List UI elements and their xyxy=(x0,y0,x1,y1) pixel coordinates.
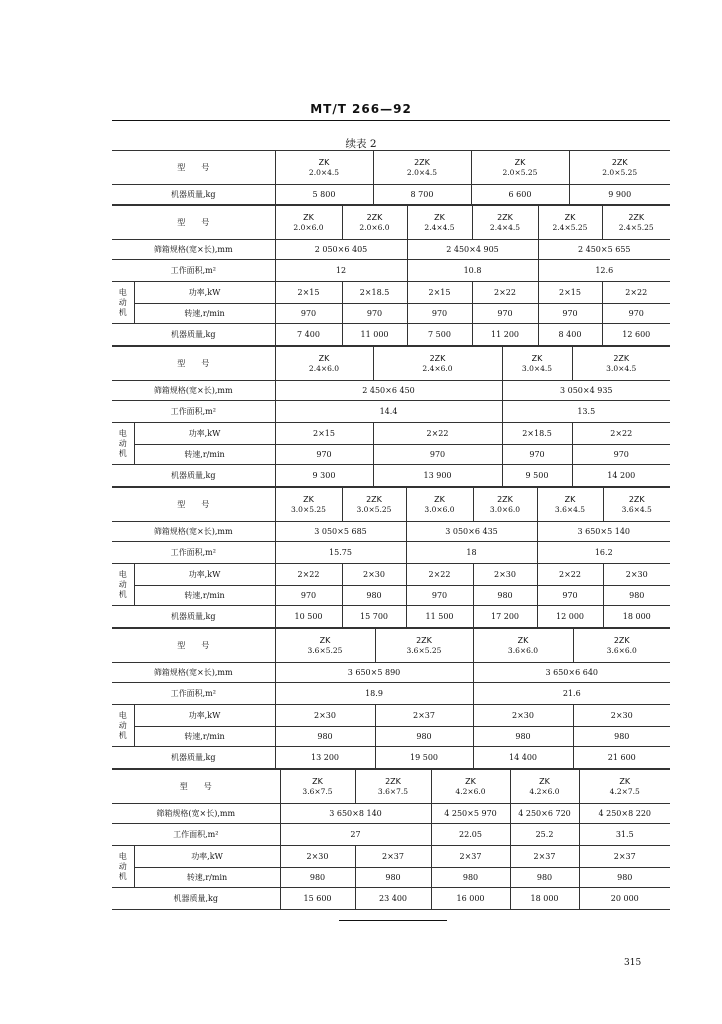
mass-value: 21 600 xyxy=(573,747,670,769)
model-row xyxy=(112,206,670,240)
model-name: ZK xyxy=(434,494,445,504)
model-size: 3.6×7.5 xyxy=(377,786,409,796)
model-cell xyxy=(275,206,342,240)
speed-value: 970 xyxy=(275,586,342,606)
model-size: 2.0×4.5 xyxy=(308,167,340,177)
speed-value: 980 xyxy=(473,586,537,606)
model-size: 2.4×6.0 xyxy=(308,363,340,373)
power-value: 2×30 xyxy=(275,705,375,727)
speed-value: 980 xyxy=(473,727,573,747)
power-row xyxy=(112,423,670,445)
speed-value: 980 xyxy=(573,727,670,747)
area-value: 25.2 xyxy=(510,824,579,846)
speed-label: 转速,r/min xyxy=(134,727,275,747)
model-cell xyxy=(431,770,510,804)
model-cell xyxy=(502,347,572,381)
area-value: 10.8 xyxy=(407,260,538,282)
power-value: 2×22 xyxy=(472,282,538,304)
power-value: 2×30 xyxy=(573,705,670,727)
speed-value: 970 xyxy=(275,304,342,324)
screen-value: 3 050×5 685 xyxy=(275,522,406,542)
screen-row xyxy=(112,240,670,260)
area-value: 18.9 xyxy=(275,683,473,705)
spec-section-5 xyxy=(112,628,670,769)
model-name: 2ZK xyxy=(429,353,446,363)
spec-section-3 xyxy=(112,346,670,487)
mass-value: 18 000 xyxy=(510,888,579,910)
speed-value: 970 xyxy=(472,304,538,324)
model-name: ZK xyxy=(619,776,631,786)
mass-value: 11 200 xyxy=(472,324,538,346)
power-value: 2×30 xyxy=(473,705,573,727)
model-cell xyxy=(473,629,573,663)
power-row xyxy=(112,282,670,304)
model-size: 2.4×5.25 xyxy=(618,222,654,232)
power-value: 2×22 xyxy=(572,423,670,445)
model-name: ZK xyxy=(319,635,331,645)
area-value: 27 xyxy=(280,824,431,846)
mass-value: 18 000 xyxy=(603,606,670,628)
mass-label: 机器质量,kg xyxy=(112,888,280,910)
mass-label: 机器质量,kg xyxy=(112,185,275,205)
mass-row xyxy=(112,888,670,910)
spec-section-1 xyxy=(112,150,670,205)
model-cell xyxy=(602,206,670,240)
speed-row xyxy=(112,445,670,465)
power-value: 2×15 xyxy=(275,423,373,445)
mass-value: 13 900 xyxy=(373,465,502,487)
mass-row xyxy=(112,185,670,205)
mass-label: 机器质量,kg xyxy=(112,747,275,769)
screen-label: 筛箱规格(宽×长),mm xyxy=(112,381,275,401)
page-number: 315 xyxy=(624,958,642,968)
mass-value: 6 600 xyxy=(471,185,569,205)
model-row xyxy=(112,347,670,381)
model-cell xyxy=(471,151,569,185)
model-cell xyxy=(472,206,538,240)
model-row xyxy=(112,488,670,522)
mass-value: 16 000 xyxy=(431,888,510,910)
model-size: 3.6×6.0 xyxy=(507,645,539,655)
motor-label: 电 动 机 xyxy=(112,564,134,606)
mass-value: 9 300 xyxy=(275,465,373,487)
speed-label: 转速,r/min xyxy=(134,868,280,888)
mass-value: 9 500 xyxy=(502,465,572,487)
power-row xyxy=(112,846,670,868)
model-size: 2.0×5.25 xyxy=(602,167,638,177)
model-row xyxy=(112,151,670,185)
area-row xyxy=(112,824,670,846)
power-value: 2×37 xyxy=(375,705,473,727)
speed-value: 970 xyxy=(502,445,572,465)
model-size: 4.2×6.0 xyxy=(529,786,560,796)
model-label: 型 号 xyxy=(112,151,275,185)
model-cell xyxy=(572,347,670,381)
model-size: 3.0×6.0 xyxy=(424,504,455,514)
model-cell xyxy=(573,629,670,663)
speed-row xyxy=(112,586,670,606)
area-value: 15.75 xyxy=(275,542,406,564)
area-row xyxy=(112,542,670,564)
speed-value: 980 xyxy=(375,727,473,747)
mass-value: 19 500 xyxy=(375,747,473,769)
screen-value: 3 050×6 435 xyxy=(406,522,537,542)
speed-label: 转速,r/min xyxy=(134,304,275,324)
model-name: ZK xyxy=(318,157,330,167)
model-label: 型 号 xyxy=(112,770,280,804)
area-row xyxy=(112,260,670,282)
screen-row xyxy=(112,381,670,401)
screen-label: 筛箱规格(宽×长),mm xyxy=(112,522,275,542)
model-row xyxy=(112,770,670,804)
model-size: 2.0×5.25 xyxy=(502,167,538,177)
mass-value: 5 800 xyxy=(275,185,373,205)
model-name: ZK xyxy=(514,157,526,167)
model-label: 型 号 xyxy=(112,629,275,663)
model-cell xyxy=(373,151,471,185)
model-size: 2.0×6.0 xyxy=(359,222,390,232)
model-row xyxy=(112,629,670,663)
model-name: 2ZK xyxy=(611,157,628,167)
model-name: ZK xyxy=(531,353,543,363)
model-size: 2.4×4.5 xyxy=(424,222,455,232)
speed-value: 970 xyxy=(275,445,373,465)
power-value: 2×22 xyxy=(373,423,502,445)
model-name: ZK xyxy=(303,212,314,222)
model-cell xyxy=(510,770,579,804)
model-size: 4.2×6.0 xyxy=(455,786,486,796)
mass-row xyxy=(112,747,670,769)
mass-value: 11 000 xyxy=(342,324,407,346)
screen-value: 3 650×5 890 xyxy=(275,663,473,683)
speed-value: 980 xyxy=(510,868,579,888)
model-cell xyxy=(579,770,670,804)
mass-value: 14 400 xyxy=(473,747,573,769)
screen-value: 2 450×6 450 xyxy=(275,381,502,401)
power-value: 2×37 xyxy=(579,846,670,868)
mass-row xyxy=(112,324,670,346)
area-value: 31.5 xyxy=(579,824,670,846)
model-name: ZK xyxy=(564,212,576,222)
screen-value: 4 250×6 720 xyxy=(510,804,579,824)
mass-value: 12 000 xyxy=(537,606,603,628)
screen-value: 3 050×4 935 xyxy=(502,381,670,401)
model-label: 型 号 xyxy=(112,206,275,240)
speed-value: 970 xyxy=(407,304,472,324)
model-cell xyxy=(275,629,375,663)
model-size: 4.2×7.5 xyxy=(609,786,640,796)
model-size: 3.6×5.25 xyxy=(307,645,343,655)
model-cell xyxy=(407,206,472,240)
model-name: ZK xyxy=(465,776,476,786)
mass-value: 23 400 xyxy=(355,888,431,910)
model-name: ZK xyxy=(517,635,529,645)
spec-section-6 xyxy=(112,769,670,910)
screen-value: 4 250×8 220 xyxy=(579,804,670,824)
power-value: 2×37 xyxy=(510,846,579,868)
speed-value: 980 xyxy=(355,868,431,888)
power-value: 2×18.5 xyxy=(502,423,572,445)
area-value: 12.6 xyxy=(538,260,670,282)
power-row xyxy=(112,564,670,586)
power-value: 2×15 xyxy=(275,282,342,304)
model-name: ZK xyxy=(539,776,550,786)
speed-value: 970 xyxy=(406,586,473,606)
model-size: 2.0×6.0 xyxy=(293,222,324,232)
mass-value: 15 700 xyxy=(342,606,406,628)
model-cell xyxy=(537,488,603,522)
model-name: ZK xyxy=(564,494,576,504)
power-row xyxy=(112,705,670,727)
motor-label: 电 动 机 xyxy=(112,282,134,324)
power-value: 2×15 xyxy=(538,282,602,304)
screen-label: 筛箱规格(宽×长),mm xyxy=(112,663,275,683)
power-label: 功率,kW xyxy=(134,846,280,868)
model-name: 2ZK xyxy=(613,353,630,363)
model-name: 2ZK xyxy=(414,157,430,167)
model-name: 2ZK xyxy=(385,776,401,786)
model-name: 2ZK xyxy=(366,494,382,504)
power-value: 2×37 xyxy=(431,846,510,868)
speed-value: 970 xyxy=(373,445,502,465)
model-name: ZK xyxy=(303,494,314,504)
power-value: 2×15 xyxy=(407,282,472,304)
footer-rule xyxy=(339,920,447,921)
power-value: 2×30 xyxy=(342,564,406,586)
model-size: 2.4×6.0 xyxy=(422,363,453,373)
area-label: 工作面积,m² xyxy=(112,542,275,564)
model-name: 2ZK xyxy=(497,212,513,222)
table-caption: 续表 2 xyxy=(345,138,377,150)
standard-header: MT/T 266—92 xyxy=(310,102,412,116)
screen-value: 4 250×5 970 xyxy=(431,804,510,824)
mass-value: 10 500 xyxy=(275,606,342,628)
model-label: 型 号 xyxy=(112,347,275,381)
area-row xyxy=(112,401,670,423)
model-size: 3.0×4.5 xyxy=(606,363,637,373)
speed-value: 970 xyxy=(537,586,603,606)
model-cell xyxy=(355,770,431,804)
model-cell xyxy=(373,347,502,381)
speed-value: 980 xyxy=(603,586,670,606)
model-label: 型 号 xyxy=(112,488,275,522)
mass-value: 15 600 xyxy=(280,888,355,910)
model-size: 3.0×6.0 xyxy=(489,504,521,514)
model-name: 2ZK xyxy=(416,635,432,645)
screen-label: 筛箱规格(宽×长),mm xyxy=(112,804,280,824)
power-value: 2×22 xyxy=(537,564,603,586)
speed-value: 970 xyxy=(538,304,602,324)
area-value: 13.5 xyxy=(502,401,670,423)
power-value: 2×30 xyxy=(280,846,355,868)
model-name: 2ZK xyxy=(497,494,513,504)
model-cell xyxy=(280,770,355,804)
area-label: 工作面积,m² xyxy=(112,683,275,705)
speed-value: 980 xyxy=(579,868,670,888)
power-label: 功率,kW xyxy=(134,423,275,445)
speed-row xyxy=(112,727,670,747)
model-size: 2.0×4.5 xyxy=(406,167,438,177)
speed-value: 970 xyxy=(572,445,670,465)
area-row xyxy=(112,683,670,705)
model-cell xyxy=(406,488,473,522)
model-size: 3.0×4.5 xyxy=(521,363,553,373)
model-name: 2ZK xyxy=(366,212,383,222)
mass-value: 11 500 xyxy=(406,606,473,628)
screen-value: 3 650×8 140 xyxy=(280,804,431,824)
screen-value: 3 650×5 140 xyxy=(537,522,670,542)
area-value: 21.6 xyxy=(473,683,670,705)
power-value: 2×18.5 xyxy=(342,282,407,304)
power-label: 功率,kW xyxy=(134,564,275,586)
mass-row xyxy=(112,606,670,628)
motor-label: 电 动 机 xyxy=(112,423,134,465)
power-value: 2×37 xyxy=(355,846,431,868)
speed-value: 980 xyxy=(280,868,355,888)
mass-label: 机器质量,kg xyxy=(112,465,275,487)
mass-value: 8 700 xyxy=(373,185,471,205)
mass-value: 8 400 xyxy=(538,324,602,346)
model-cell xyxy=(275,488,342,522)
area-value: 14.4 xyxy=(275,401,502,423)
mass-value: 20 000 xyxy=(579,888,670,910)
motor-label: 电 动 机 xyxy=(112,846,134,888)
mass-value: 7 500 xyxy=(407,324,472,346)
mass-label: 机器质量,kg xyxy=(112,606,275,628)
screen-value: 2 450×4 905 xyxy=(407,240,538,260)
model-name: ZK xyxy=(318,353,330,363)
area-value: 16.2 xyxy=(537,542,670,564)
area-value: 12 xyxy=(275,260,407,282)
model-size: 3.0×5.25 xyxy=(356,504,392,514)
model-size: 3.6×7.5 xyxy=(302,786,333,796)
screen-row xyxy=(112,663,670,683)
model-cell xyxy=(375,629,473,663)
header-rule xyxy=(112,120,670,121)
power-label: 功率,kW xyxy=(134,705,275,727)
model-size: 3.6×5.25 xyxy=(406,645,442,655)
area-value: 22.05 xyxy=(431,824,510,846)
area-label: 工作面积,m² xyxy=(112,401,275,423)
mass-value: 12 600 xyxy=(602,324,670,346)
power-value: 2×22 xyxy=(275,564,342,586)
power-label: 功率,kW xyxy=(134,282,275,304)
model-size: 3.6×4.5 xyxy=(621,504,652,514)
speed-value: 970 xyxy=(342,304,407,324)
mass-value: 17 200 xyxy=(473,606,537,628)
mass-row xyxy=(112,465,670,487)
model-cell xyxy=(603,488,670,522)
model-name: 2ZK xyxy=(628,494,645,504)
area-label: 工作面积,m² xyxy=(112,260,275,282)
screen-value: 2 050×6 405 xyxy=(275,240,407,260)
model-cell xyxy=(275,347,373,381)
power-value: 2×30 xyxy=(603,564,670,586)
model-size: 3.6×6.0 xyxy=(606,645,637,655)
model-cell xyxy=(538,206,602,240)
model-size: 3.6×4.5 xyxy=(554,504,586,514)
screen-label: 筛箱规格(宽×长),mm xyxy=(112,240,275,260)
speed-value: 980 xyxy=(275,727,375,747)
model-size: 2.4×4.5 xyxy=(489,222,521,232)
model-name: 2ZK xyxy=(628,212,645,222)
speed-label: 转速,r/min xyxy=(134,445,275,465)
speed-label: 转速,r/min xyxy=(134,586,275,606)
model-size: 2.4×5.25 xyxy=(552,222,588,232)
model-name: 2ZK xyxy=(613,635,630,645)
model-size: 3.0×5.25 xyxy=(291,504,326,514)
speed-row xyxy=(112,304,670,324)
screen-value: 2 450×5 655 xyxy=(538,240,670,260)
speed-value: 970 xyxy=(602,304,670,324)
model-name: ZK xyxy=(434,212,445,222)
screen-row xyxy=(112,522,670,542)
spec-table xyxy=(112,150,670,910)
speed-row xyxy=(112,868,670,888)
screen-row xyxy=(112,804,670,824)
area-value: 18 xyxy=(406,542,537,564)
power-value: 2×22 xyxy=(406,564,473,586)
model-name: ZK xyxy=(312,776,323,786)
spec-section-2 xyxy=(112,205,670,346)
model-cell xyxy=(569,151,670,185)
speed-value: 980 xyxy=(342,586,406,606)
speed-value: 980 xyxy=(431,868,510,888)
power-value: 2×30 xyxy=(473,564,537,586)
mass-value: 7 400 xyxy=(275,324,342,346)
mass-value: 9 900 xyxy=(569,185,670,205)
screen-value: 3 650×6 640 xyxy=(473,663,670,683)
model-cell xyxy=(473,488,537,522)
model-cell xyxy=(342,488,406,522)
area-label: 工作面积,m² xyxy=(112,824,280,846)
power-value: 2×22 xyxy=(602,282,670,304)
mass-label: 机器质量,kg xyxy=(112,324,275,346)
motor-label: 电 动 机 xyxy=(112,705,134,747)
model-cell xyxy=(342,206,407,240)
spec-section-4 xyxy=(112,487,670,628)
model-cell xyxy=(275,151,373,185)
mass-value: 14 200 xyxy=(572,465,670,487)
mass-value: 13 200 xyxy=(275,747,375,769)
